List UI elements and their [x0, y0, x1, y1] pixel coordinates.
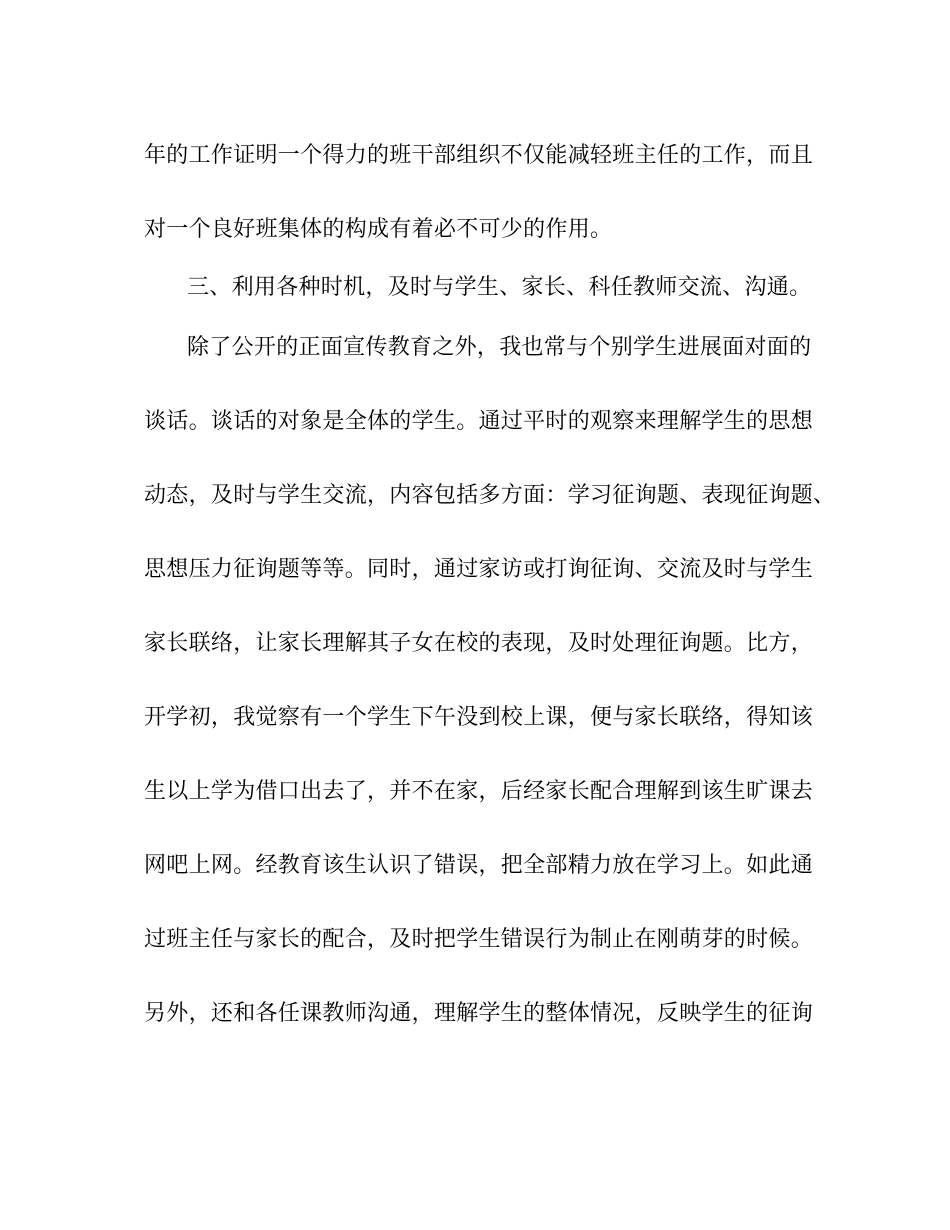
text-line: 另外，还和各任课教师沟通，理解学生的整体情况，反映学生的征询: [144, 1001, 814, 1026]
text-line: 过班主任与家长的配合，及时把学生错误行为制止在刚萌芽的时候。: [144, 927, 814, 952]
text-line: 动态，及时与学生交流，内容包括多方面：学习征询题、表现征询题、: [144, 483, 836, 508]
section-heading: 三、利用各种时机，及时与学生、家长、科任教师交流、沟通。: [187, 275, 812, 300]
text-line: 家长联络，让家长理解其子女在校的表现，及时处理征询题。比方，: [144, 631, 814, 656]
text-line: 年的工作证明一个得力的班干部组织不仅能减轻班主任的工作，而且: [144, 143, 814, 168]
text-line: 思想压力征询题等等。同时，通过家访或打询征询、交流及时与学生: [144, 557, 814, 582]
paragraph-start-line: 除了公开的正面宣传教育之外，我也常与个别学生进展面对面的: [187, 335, 812, 360]
text-line: 开学初，我觉察有一个学生下午没到校上课，便与家长联络，得知该: [144, 705, 814, 730]
text-line: 网吧上网。经教育该生认识了错误，把全部精力放在学习上。如此通: [144, 853, 814, 878]
text-line: 生以上学为借口出去了，并不在家，后经家长配合理解到该生旷课去: [144, 779, 814, 804]
text-line: 对一个良好班集体的构成有着必不可少的作用。: [144, 217, 613, 242]
text-line: 谈话。谈话的对象是全体的学生。通过平时的观察来理解学生的思想: [144, 409, 814, 434]
